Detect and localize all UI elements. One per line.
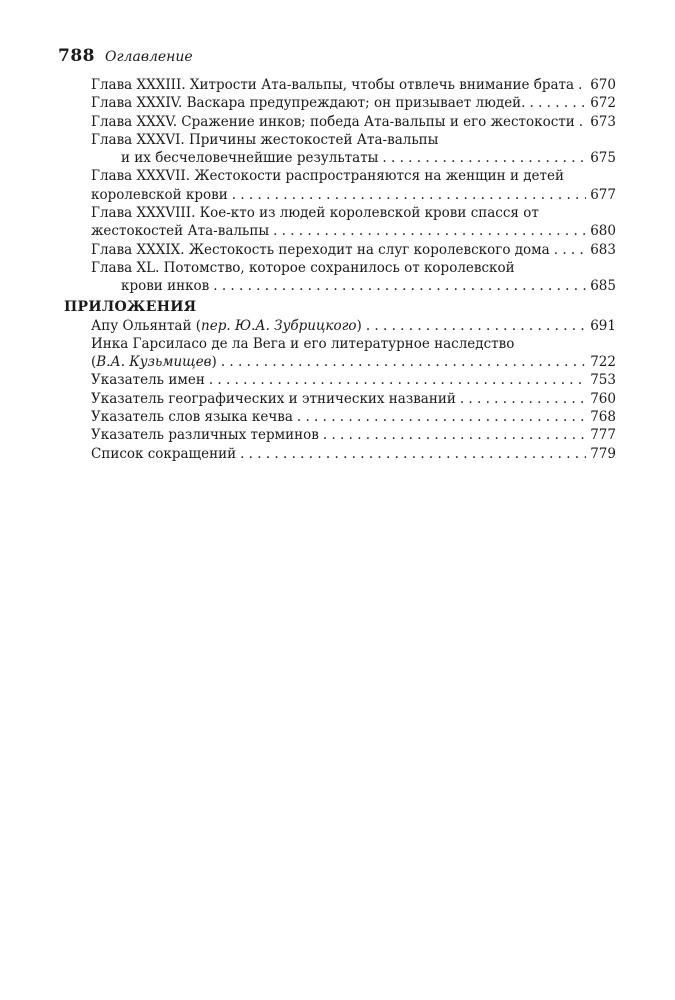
leader-dots (297, 408, 586, 426)
toc-entry-page: 691 (590, 317, 616, 334)
leader-dots (240, 445, 586, 463)
toc-entry-title: Апу Ольянтай (пер. Ю.А. Зубрицкого) (91, 317, 362, 334)
toc-entry-chapter-39[interactable] (64, 241, 616, 259)
toc-entry-name-index[interactable] (64, 371, 616, 389)
page-number: 788 (58, 46, 95, 66)
toc-entry-title-cont: королевской крови (91, 186, 228, 203)
toc-entry-page: 760 (590, 390, 616, 407)
leader-dots (578, 76, 586, 94)
toc-entry-page: 768 (590, 409, 616, 426)
toc-entry-page: 777 (590, 427, 616, 444)
toc-entry-quechua-index[interactable] (64, 408, 616, 426)
toc-entry-page: 675 (590, 150, 616, 167)
running-title: Оглавление (105, 49, 193, 65)
leader-dots (209, 371, 586, 389)
leader-dots (460, 390, 586, 408)
toc-entry-chapter-33[interactable] (64, 76, 616, 94)
toc-entry-title: Глава XXXVI. Причины жестокостей Ата-вальпы (91, 131, 439, 148)
toc-entry-title: Глава XXXVII. Жестокости распространяются на женщин и детей (91, 168, 565, 185)
toc-entry-page: 670 (590, 77, 616, 93)
leader-dots (382, 149, 586, 167)
toc-entry-garcilaso-legacy[interactable] (64, 335, 616, 372)
leader-dots (366, 317, 586, 335)
toc-entry-page: 672 (590, 95, 616, 112)
toc-entry-title: Глава XXXV. Сражение инков; победа Ата-вальпы и его жестокости (91, 113, 575, 130)
leader-dots (273, 222, 586, 240)
toc-entry-chapter-34[interactable] (64, 94, 616, 112)
translator-credit: пер. Ю.А. Зубрицкого (201, 317, 357, 334)
leader-dots (213, 277, 586, 295)
toc-entry-title: Глава XXXVIII. Кое-кто из людей королевской крови спасся от (91, 205, 539, 222)
toc-entry-title: Глава XXXIV. Васкара предупреждают; он призывает людей. (91, 95, 526, 112)
toc-entry-page: 779 (590, 445, 616, 462)
toc-entry-page: 685 (590, 278, 616, 295)
leader-dots (529, 94, 586, 112)
toc-entry-title: Указатель имен (91, 372, 205, 389)
table-of-contents (64, 76, 616, 463)
toc-entry-page: 673 (590, 113, 616, 130)
toc-entry-page: 722 (590, 354, 616, 371)
toc-entry-chapter-35[interactable] (64, 113, 616, 131)
toc-entry-title: Инка Гарсиласо де ла Вега и его литературное наследство (91, 335, 515, 352)
running-header (58, 46, 193, 70)
toc-entry-title: Глава XXXIX. Жестокость переходит на слуг королевского дома (91, 241, 550, 258)
appendix-heading: ПРИЛОЖЕНИЯ (64, 298, 197, 315)
leader-dots (554, 241, 586, 259)
toc-entry-title-cont: и их бесчеловечнейшие результаты (121, 150, 379, 167)
toc-entry-terms-index[interactable] (64, 426, 616, 444)
toc-entry-title: Указатель различных терминов (91, 427, 319, 444)
toc-entry-title: Указатель географических и этнических названий (91, 390, 456, 407)
toc-entry-title-cont: крови инков (121, 278, 210, 295)
toc-entry-chapter-40[interactable] (64, 259, 616, 296)
toc-entry-page: 753 (590, 372, 616, 389)
toc-entry-title: Глава XL. Потомство, которое сохранилось от королевской (91, 259, 515, 276)
toc-entry-apu-ollantay[interactable] (64, 317, 616, 335)
toc-entry-title: Список сокращений (91, 445, 237, 462)
toc-entry-geo-index[interactable] (64, 390, 616, 408)
leader-dots (232, 186, 586, 204)
author-credit: В.А. Кузьмищев (96, 354, 212, 371)
toc-entry-chapter-37[interactable] (64, 167, 616, 204)
toc-entry-title: Указатель слов языка кечва (91, 409, 293, 426)
toc-entry-abbreviations[interactable] (64, 445, 616, 463)
toc-entry-title: Глава XXXIII. Хитрости Ата-вальпы, чтобы отвлечь внимание брата (91, 77, 575, 93)
leader-dots (221, 353, 586, 371)
toc-entry-chapter-38[interactable] (64, 204, 616, 241)
toc-entry-page: 680 (590, 223, 616, 240)
toc-entry-chapter-36[interactable] (64, 131, 616, 168)
toc-entry-page: 683 (590, 241, 616, 258)
toc-entry-page: 677 (590, 186, 616, 203)
leader-dots (323, 426, 586, 444)
toc-entry-title-cont: (В.А. Кузьмищев) (91, 354, 217, 371)
leader-dots (579, 113, 586, 131)
toc-entry-title-cont: жестокостей Ата-вальпы (91, 223, 270, 240)
